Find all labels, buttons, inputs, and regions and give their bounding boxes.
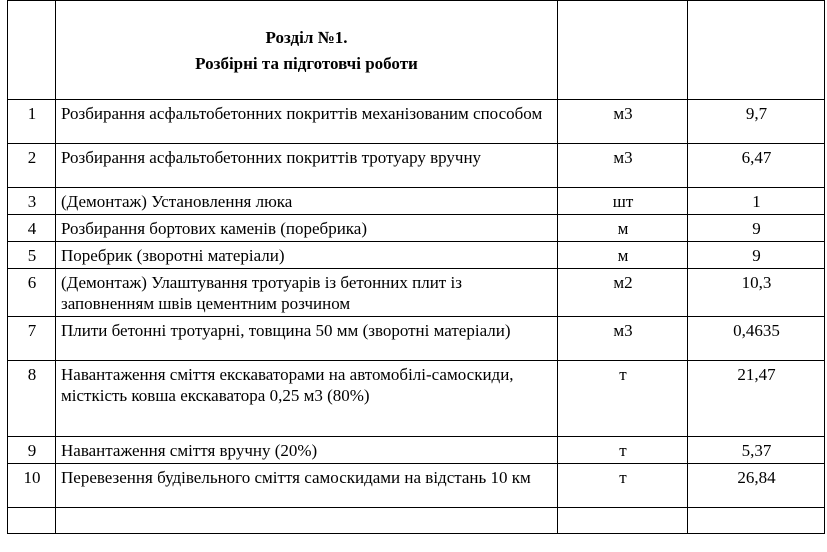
empty-cell [56,508,558,534]
quantity: 5,37 [688,437,825,464]
section-title-cell [56,1,558,100]
quantity: 10,3 [688,269,825,317]
table-row [8,144,825,188]
estimate-sheet [7,0,824,534]
row-number: 1 [8,100,56,144]
work-name: Навантаження сміття екскаваторами на автомобілі-самоскиди, місткість ковша екскаватора 0,25 м3 (80%) [56,361,558,437]
quantity: 21,47 [688,361,825,437]
work-name: Розбирання бортових каменів (поребрика) [56,215,558,242]
table-row [8,242,825,269]
row-number: 10 [8,464,56,508]
empty-cell [688,508,825,534]
quantity: 26,84 [688,464,825,508]
section-title [56,23,557,77]
table-row [8,317,825,361]
table-row [8,188,825,215]
row-number: 8 [8,361,56,437]
row-number: 5 [8,242,56,269]
table-row [8,437,825,464]
quantity: 9,7 [688,100,825,144]
quantity: 6,47 [688,144,825,188]
table-row-partial [8,508,825,534]
row-number: 2 [8,144,56,188]
works-table [7,0,825,534]
quantity: 0,4635 [688,317,825,361]
table-row [8,269,825,317]
row-number: 6 [8,269,56,317]
row-number: 4 [8,215,56,242]
table-row [8,464,825,508]
work-name: Розбирання асфальтобетонних покриттів тротуару вручну [56,144,558,188]
quantity: 9 [688,215,825,242]
work-name: Перевезення будівельного сміття самоскидами на відстань 10 км [56,464,558,508]
work-name: (Демонтаж) Улаштування тротуарів із бетонних плит із заповненням швів цементним розчином [56,269,558,317]
quantity: 1 [688,188,825,215]
section-title-line1: Розділ №1. [265,28,348,47]
section-title-line2: Розбірні та підготовчі роботи [195,54,418,73]
work-name: Навантаження сміття вручну (20%) [56,437,558,464]
work-name: Поребрик (зворотні матеріали) [56,242,558,269]
row-number: 3 [8,188,56,215]
work-name: Плити бетонні тротуарні, товщина 50 мм (зворотні матеріали) [56,317,558,361]
empty-cell [558,508,688,534]
table-row [8,215,825,242]
work-name: Розбирання асфальтобетонних покриттів механізованим способом [56,100,558,144]
unit: т [558,464,688,508]
row-number: 9 [8,437,56,464]
header-unit-cell [558,1,688,100]
unit: т [558,437,688,464]
unit: м3 [558,144,688,188]
unit: т [558,361,688,437]
work-name: (Демонтаж) Установлення люка [56,188,558,215]
unit: м [558,215,688,242]
unit: м3 [558,317,688,361]
table-row [8,100,825,144]
table-row [8,361,825,437]
header-num-cell [8,1,56,100]
section-header-row [8,1,825,100]
quantity: 9 [688,242,825,269]
unit: м3 [558,100,688,144]
unit: шт [558,188,688,215]
empty-cell [8,508,56,534]
unit: м [558,242,688,269]
header-qty-cell [688,1,825,100]
unit: м2 [558,269,688,317]
row-number: 7 [8,317,56,361]
